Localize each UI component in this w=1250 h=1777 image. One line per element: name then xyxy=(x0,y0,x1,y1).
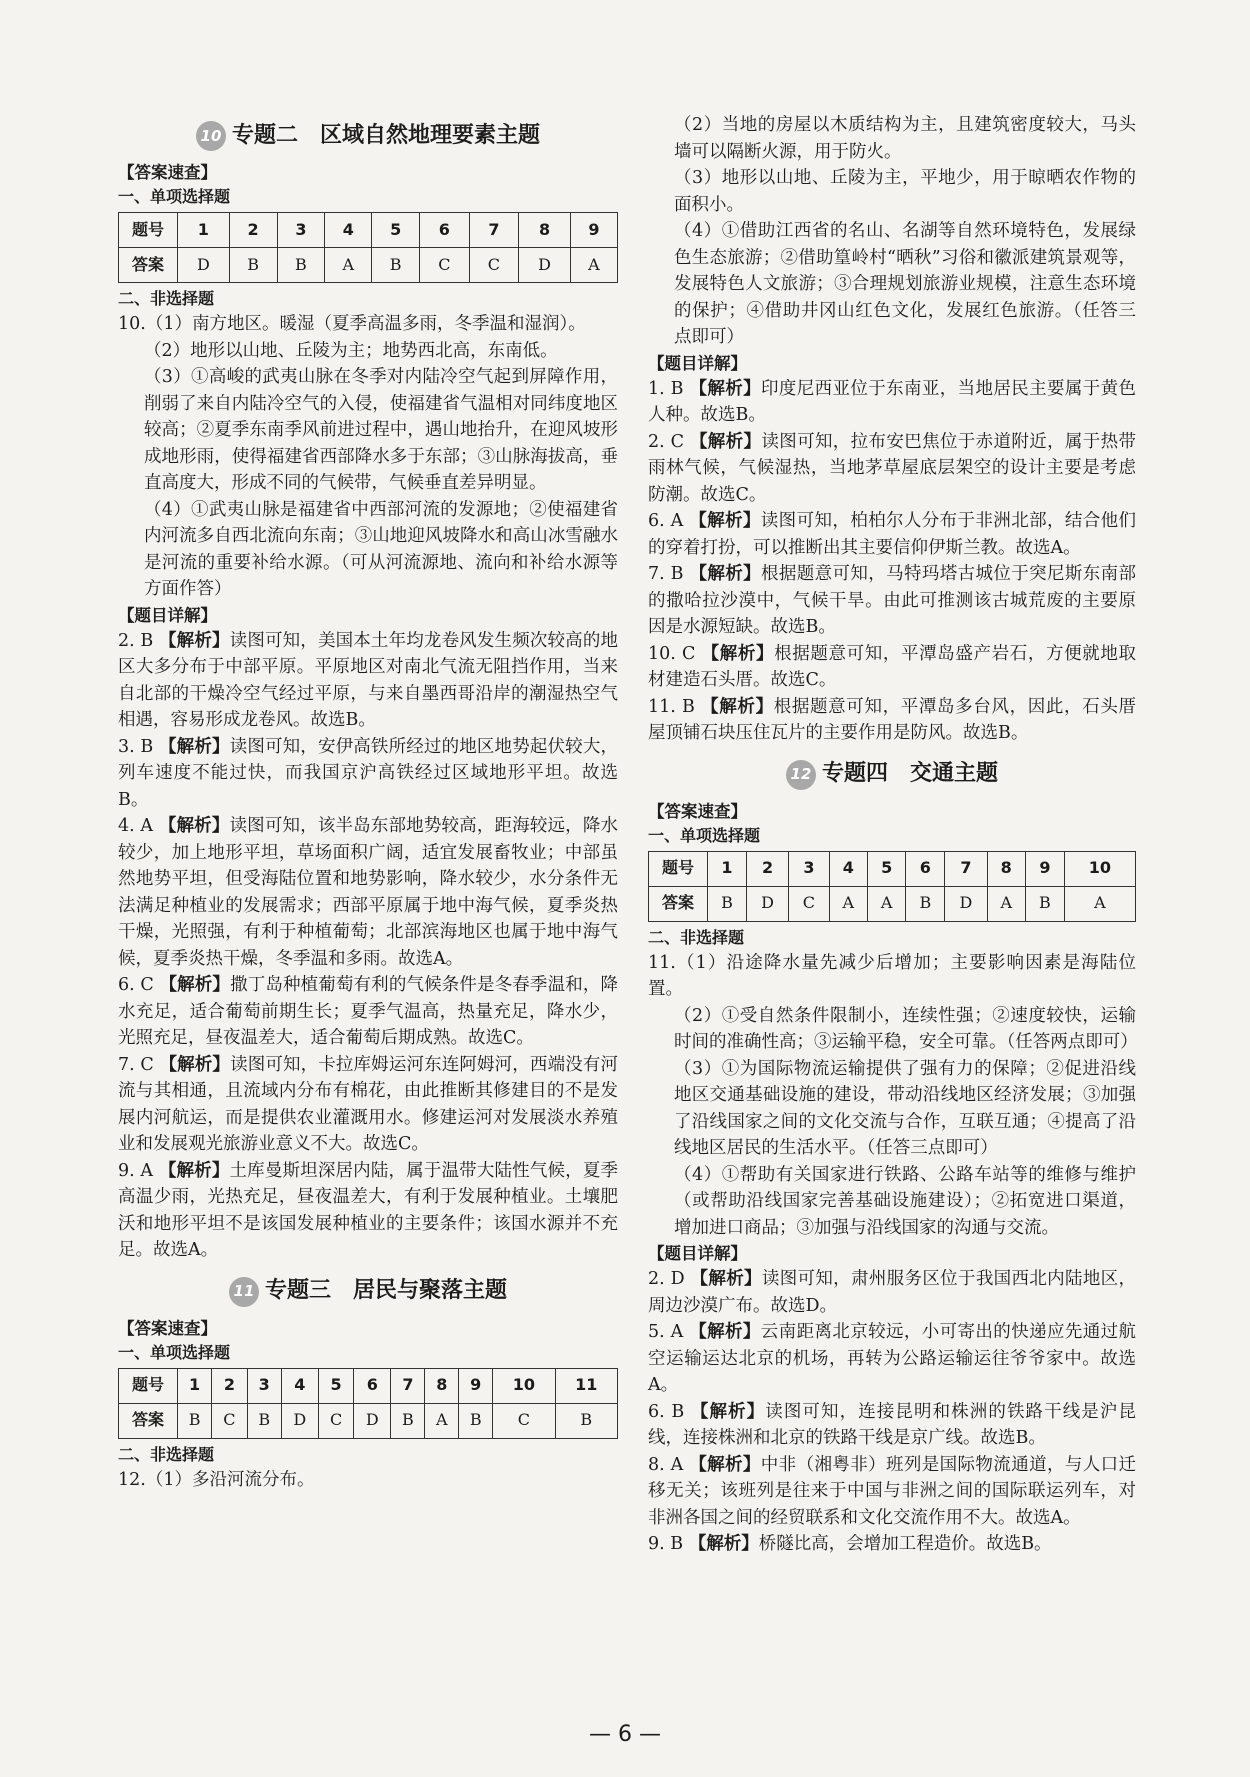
question-number: 1 xyxy=(178,1368,212,1403)
analysis-tag: 【解析】 xyxy=(159,630,230,651)
detail-number: 2. D xyxy=(648,1269,685,1289)
analysis-tag: 【解析】 xyxy=(701,696,774,717)
non-mc-answer: （3）①高峻的武夷山脉在冬季对内陆冷空气起到屏障作用，削弱了来自内陆冷空气的入侵，使福建省气温相对同纬度地区较高；②夏季东南季风前进过程中，遇山地抬升，在迎风坡形成地形雨，使得福建省西部降水多于东部；③山脉海拔高，垂直高度大，形成不同的气候带，气候垂直差异明显。 xyxy=(144,367,618,493)
analysis-tag: 【解析】 xyxy=(158,816,230,836)
detail-text: 土库曼斯坦深居内陆，属于温带大陆性气候，夏季高温少雨，光热充足，昼夜温差大，有利于发展种植业。土壤肥沃和地形平坦不是该国发展种植业的主要条件；该国水源并不充足。故选A。 xyxy=(118,1160,618,1260)
non-mc-answer: （2）①受自然条件限制小，连续性强；②速度较快，运输时间的准确性高；③运输平稳，安全可靠。（任答两点即可） xyxy=(674,1005,1138,1052)
answer-cell: B xyxy=(391,1403,425,1438)
answer-cell: D xyxy=(354,1403,391,1438)
detail-number: 6. A xyxy=(648,511,684,531)
detail-item xyxy=(648,641,1136,694)
non-mc-answer: 10.（1）南方地区。暖湿（夏季高温多雨，冬季温和湿润）。 xyxy=(118,314,586,334)
non-mc-answer: 11.（1）沿途降水量先减少后增加；主要影响因素是海陆位置。 xyxy=(648,952,1136,999)
answer-cell: B xyxy=(459,1403,493,1438)
question-number: 7 xyxy=(391,1368,425,1403)
analysis-tag: 【解析】 xyxy=(159,975,231,995)
row-label: 答案 xyxy=(119,248,178,283)
topic-title-b: 居民与聚落主题 xyxy=(353,1278,508,1304)
left-column xyxy=(118,108,618,1493)
detail-number: 9. A xyxy=(118,1160,154,1181)
row-label: 题号 xyxy=(649,851,708,886)
question-number: 8 xyxy=(425,1368,459,1403)
analysis-tag: 【解析】 xyxy=(689,378,761,399)
answer-cell: A xyxy=(570,248,617,283)
detail-number: 7. B xyxy=(648,564,684,584)
question-number: 5 xyxy=(318,1368,353,1403)
question-number: 10 xyxy=(493,1368,555,1403)
detail-text: 根据题意可知，马特玛塔古城位于突尼斯东南部的撒哈拉沙漠中，气候干旱。由此可推测该古城荒废的主要原因是水源短缺。故选B。 xyxy=(648,564,1137,637)
detail-text: 根据题意可知，平潭岛盛产岩石，方便就地取材建造石头厝。故选C。 xyxy=(648,643,1136,690)
answer-cell: B xyxy=(277,248,325,283)
question-number: 1 xyxy=(178,213,230,248)
analysis-tag: 【解析】 xyxy=(689,1454,761,1475)
question-number: 6 xyxy=(354,1368,391,1403)
mc-heading: 一、单项选择题 xyxy=(648,825,761,845)
detail-text: 读图可知，安伊高铁所经过的地区地势起伏较大，列车速度不能过快，而我国京沪高铁经过区域地形平坦。故选B。 xyxy=(118,736,618,810)
question-number: 4 xyxy=(281,1368,318,1403)
detail-item xyxy=(118,628,618,734)
detail-text: 读图可知，该半岛东部地势较高，距海较远，降水较少，加上地形平坦，草场面积广阔，适宜发展畜牧业；中部虽然地势平坦，但受海陆位置和地势影响，降水较少，水分条件无法满足种植业的发展需求；西部平原属于地中海气候，夏季炎热干燥，光照强，有利于种植葡萄；北部滨海地区也属于地中海气候，夏季炎热干燥，冬季温和多雨。故选A。 xyxy=(118,816,618,969)
question-number: 3 xyxy=(277,213,325,248)
topic-12-heading xyxy=(648,757,1136,793)
topic-number-badge: 11 xyxy=(229,1277,259,1307)
analysis-tag: 【解析】 xyxy=(701,643,775,664)
row-label: 题号 xyxy=(119,1368,178,1403)
answer-heading: 【答案速查】 xyxy=(648,801,747,821)
question-number: 7 xyxy=(945,851,987,886)
detail-text: 读图可知，美国本土年均龙卷风发生频次较高的地区大多分布于中部平原。平原地区对南北气流无阻挡作用，当来自北部的干燥冷空气经过平原，与来自墨西哥沿岸的潮湿热空气相遇，容易形成龙卷风。故选B。 xyxy=(118,630,618,730)
detail-item xyxy=(648,1319,1136,1399)
answer-cell: D xyxy=(746,886,788,921)
answer-table xyxy=(648,851,1136,922)
question-number: 9 xyxy=(1025,851,1064,886)
detail-item xyxy=(118,813,618,972)
answer-cell: D xyxy=(178,248,230,283)
analysis-tag: 【解析】 xyxy=(689,511,761,531)
answer-cell: A xyxy=(987,886,1025,921)
answer-cell: C xyxy=(318,1403,353,1438)
question-number: 5 xyxy=(868,851,906,886)
non-mc-answer: （4）①武夷山脉是福建省中西部河流的发源地；②使福建省内河流多自西北流向东南；③山地迎风坡降水和高山冰雪融水是河流的重要补给水源。（可从河流源地、流向和补给水源等方面作答） xyxy=(144,499,618,599)
detail-item xyxy=(648,1452,1136,1532)
answer-cell: B xyxy=(555,1403,617,1438)
detail-number: 2. B xyxy=(118,630,154,651)
answer-cell: A xyxy=(829,886,867,921)
detail-number: 6. B xyxy=(648,1401,685,1422)
page-number: — 6 — xyxy=(589,1722,661,1747)
analysis-tag: 【解析】 xyxy=(159,736,230,757)
question-number: 1 xyxy=(708,851,747,886)
question-number: 4 xyxy=(325,213,372,248)
detail-item xyxy=(118,1052,618,1158)
question-number: 2 xyxy=(212,1368,247,1403)
detail-text: 读图可知，肃州服务区位于我国西北内陆地区，周边沙漠广布。故选D。 xyxy=(648,1269,1136,1316)
question-number: 8 xyxy=(519,213,571,248)
answer-cell: A xyxy=(1064,886,1135,921)
answer-cell: A xyxy=(868,886,906,921)
detail-item xyxy=(118,734,618,814)
answer-cell: D xyxy=(519,248,571,283)
non-mc-answer: 12.（1）多沿河流分布。 xyxy=(118,1469,315,1490)
question-number: 5 xyxy=(372,213,420,248)
answer-table xyxy=(118,1368,618,1439)
non-mc-heading: 二、非选择题 xyxy=(648,927,745,947)
non-mc-heading: 二、非选择题 xyxy=(118,289,215,308)
detail-number: 5. A xyxy=(648,1322,684,1342)
topic-number-badge: 10 xyxy=(196,121,226,151)
detail-text: 云南距离北京较远，小可寄出的快递应先通过航空运输运达北京的机场，再转为公路运输运往爷爷家中。故选A。 xyxy=(648,1322,1136,1395)
non-mc-answer: （4）①借助江西省的名山、名湖等自然环境特色，发展绿色生态旅游；②借助篁岭村“晒秋”习俗和徽派建筑景观等，发展特色人文旅游；③合理规划旅游业规模，注意生态环境的保护；④借助井冈山红色文化，发展红色旅游。（任答三点即可） xyxy=(674,221,1136,347)
topic-title-b: 区域自然地理要素主题 xyxy=(320,122,541,148)
row-label: 答案 xyxy=(649,886,708,921)
answer-cell: B xyxy=(247,1403,281,1438)
analysis-tag: 【解析】 xyxy=(690,1269,762,1289)
answer-cell: A xyxy=(325,248,372,283)
question-number: 3 xyxy=(789,851,829,886)
detail-number: 3. B xyxy=(118,736,154,757)
answer-cell: B xyxy=(372,248,420,283)
detail-heading: 【题目详解】 xyxy=(648,1244,747,1263)
answer-table xyxy=(118,212,618,283)
topic-title-a: 专题四 xyxy=(821,761,888,787)
question-number: 11 xyxy=(555,1368,617,1403)
detail-item xyxy=(118,972,618,1052)
question-number: 6 xyxy=(420,213,470,248)
detail-heading: 【题目详解】 xyxy=(648,353,747,373)
analysis-tag: 【解析】 xyxy=(689,1322,761,1342)
topic-11-heading xyxy=(118,1274,618,1310)
question-number: 2 xyxy=(229,213,277,248)
topic-title-b: 交通主题 xyxy=(910,761,999,787)
mc-heading: 一、单项选择题 xyxy=(118,1342,231,1362)
detail-text: 根据题意可知，平潭岛多台风，因此，石头厝屋顶铺石块压住瓦片的主要作用是防风。故选B。 xyxy=(648,696,1136,743)
topic-title-a: 专题二 xyxy=(231,122,298,148)
detail-number: 8. A xyxy=(648,1454,684,1475)
analysis-tag: 【解析】 xyxy=(689,564,761,584)
analysis-tag: 【解析】 xyxy=(689,431,762,452)
question-number: 7 xyxy=(469,213,519,248)
answer-cell: B xyxy=(1025,886,1064,921)
non-mc-answer: （3）①为国际物流运输提供了强有力的保障；②促进沿线地区交通基础设施的建设，带动沿线地区经济发展；③加强了沿线国家之间的文化交流与合作，互联互通；④提高了沿线地区居民的生活水平。（任答三点即可） xyxy=(674,1058,1136,1158)
detail-item xyxy=(648,1266,1136,1319)
answer-cell: C xyxy=(789,886,829,921)
detail-number: 4. A xyxy=(118,816,154,836)
non-mc-answer: （4）①帮助有关国家进行铁路、公路车站等的维修与维护（或帮助沿线国家完善基础设施建设）；②拓宽进口渠道，增加进口商品；③加强与沿线国家的沟通与交流。 xyxy=(674,1164,1136,1238)
detail-number: 11. B xyxy=(648,696,695,717)
detail-heading: 【题目详解】 xyxy=(118,605,217,625)
row-label: 题号 xyxy=(119,213,178,248)
answer-cell: C xyxy=(469,248,519,283)
detail-number: 7. C xyxy=(118,1054,154,1075)
question-number: 2 xyxy=(746,851,788,886)
detail-item xyxy=(648,376,1136,429)
row-label: 答案 xyxy=(119,1403,178,1438)
detail-item xyxy=(648,694,1136,747)
question-number: 9 xyxy=(570,213,617,248)
mc-heading: 一、单项选择题 xyxy=(118,187,231,206)
answer-cell: A xyxy=(425,1403,459,1438)
answer-cell: B xyxy=(708,886,747,921)
detail-item xyxy=(648,429,1136,509)
topic-number-badge: 12 xyxy=(786,760,816,790)
answer-cell: C xyxy=(420,248,470,283)
question-number: 10 xyxy=(1064,851,1135,886)
answer-cell: B xyxy=(178,1403,212,1438)
detail-number: 1. B xyxy=(648,378,684,399)
detail-item xyxy=(648,508,1136,561)
topic-10-heading xyxy=(118,118,618,154)
question-number: 8 xyxy=(987,851,1025,886)
detail-text: 撒丁岛种植葡萄有利的气候条件是冬春季温和，降水充足，适合葡萄前期生长；夏季气温高，热量充足，降水少，光照充足，昼夜温差大，适合葡萄后期成熟。故选C。 xyxy=(118,975,618,1048)
detail-item xyxy=(118,1158,618,1264)
question-number: 6 xyxy=(906,851,945,886)
question-number: 9 xyxy=(459,1368,493,1403)
answer-heading: 【答案速查】 xyxy=(118,163,217,182)
detail-item xyxy=(648,1399,1136,1452)
detail-text: 读图可知，拉布安巴焦位于赤道附近，属于热带雨林气候，气候湿热，当地茅草屋底层架空的设计主要是考虑防潮。故选C。 xyxy=(648,431,1137,505)
answer-cell: D xyxy=(945,886,987,921)
detail-number: 6. C xyxy=(118,975,154,995)
analysis-tag: 【解析】 xyxy=(158,1160,230,1181)
detail-text: 读图可知，连接昆明和株洲的铁路干线是沪昆线，连接株洲和北京的铁路干线是京广线。故选B。 xyxy=(648,1401,1136,1448)
detail-number: 2. C xyxy=(648,431,685,452)
detail-item xyxy=(648,1531,1136,1558)
right-column xyxy=(648,112,1136,1558)
non-mc-heading: 二、非选择题 xyxy=(118,1444,215,1464)
question-number: 3 xyxy=(247,1368,281,1403)
detail-number: 10. C xyxy=(648,643,696,664)
topic-title-a: 专题三 xyxy=(264,1278,331,1304)
question-number: 4 xyxy=(829,851,867,886)
detail-text: 桥隧比高，会增加工程造价。故选B。 xyxy=(758,1534,1052,1554)
answer-heading: 【答案速查】 xyxy=(118,1318,217,1338)
analysis-tag: 【解析】 xyxy=(159,1054,231,1075)
answer-cell: B xyxy=(906,886,945,921)
detail-text: 印度尼西亚位于东南亚，当地居民主要属于黄色人种。故选B。 xyxy=(648,378,1137,425)
non-mc-answer: （2）当地的房屋以木质结构为主，且建筑密度较大，马头墙可以隔断火源，用于防火。 xyxy=(674,115,1136,162)
analysis-tag: 【解析】 xyxy=(690,1401,766,1422)
non-mc-answer: （2）地形以山地、丘陵为主；地势西北高，东南低。 xyxy=(144,340,558,361)
detail-number: 9. B xyxy=(648,1534,684,1554)
detail-text: 读图可知，柏柏尔人分布于非洲北部，结合他们的穿着打扮，可以推断出其主要信仰伊斯兰教。故选A。 xyxy=(648,511,1136,558)
detail-text: 中非（湘粤非）班列是国际物流通道，与人口迁移无关；该班列是往来于中国与非洲之间的国际联运列车，对非洲各国之间的经贸联系和文化交流作用不大。故选A。 xyxy=(648,1454,1136,1528)
detail-item xyxy=(648,561,1136,641)
detail-text: 读图可知，卡拉库姆运河东连阿姆河，西端没有河流与其相通，且流域内分布有棉花，由此推断其修建目的不是发展内河航运，而是提供农业灌溉用水。修建运河对发展淡水养殖业和发展观光旅游业意义不大。故选C。 xyxy=(118,1054,618,1154)
answer-cell: C xyxy=(493,1403,555,1438)
answer-cell: D xyxy=(281,1403,318,1438)
answer-cell: B xyxy=(229,248,277,283)
analysis-tag: 【解析】 xyxy=(688,1534,759,1554)
answer-cell: C xyxy=(212,1403,247,1438)
non-mc-answer: （3）地形以山地、丘陵为主，平地少，用于晾晒农作物的面积小。 xyxy=(674,168,1136,215)
